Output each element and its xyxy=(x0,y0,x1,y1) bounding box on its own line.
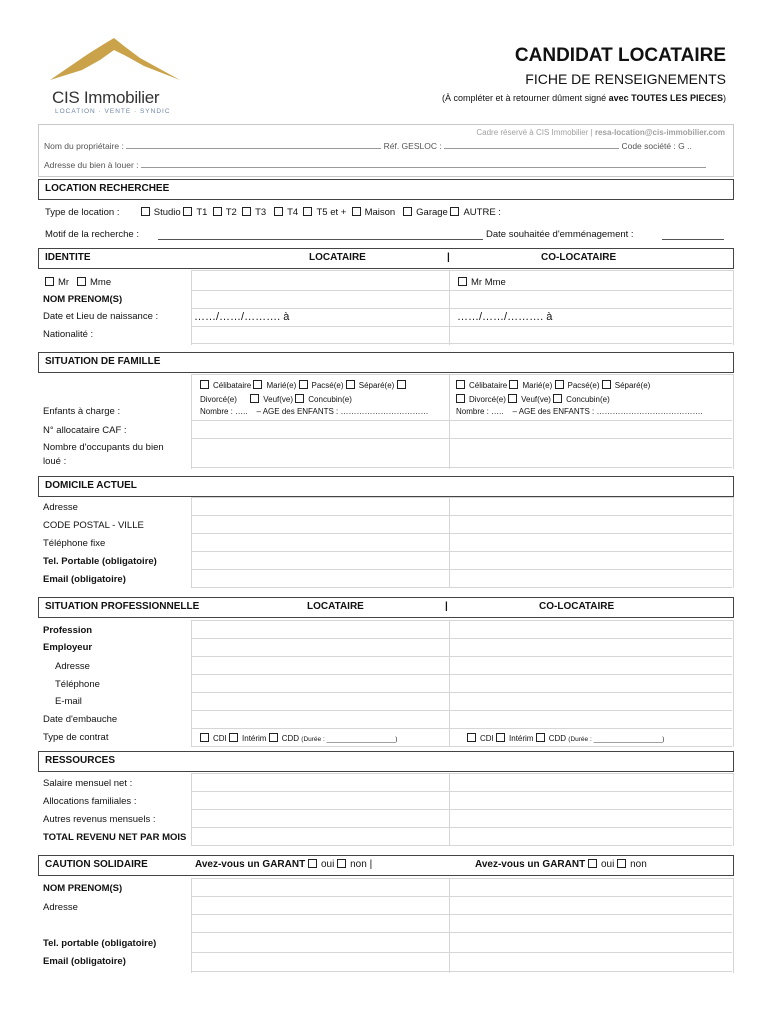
motif-field[interactable] xyxy=(158,229,483,240)
reserved-address-line: Adresse du bien à louer : xyxy=(44,159,706,170)
col-separator: | xyxy=(447,252,450,263)
motif-label: Motif de la recherche : xyxy=(45,229,139,240)
col-locataire: LOCATAIRE xyxy=(309,252,366,263)
divider xyxy=(191,638,732,639)
section-title: CAUTION SOLIDAIRE xyxy=(45,859,148,870)
guarantor-address-label: Adresse xyxy=(43,902,78,913)
home-cotenant-cells[interactable] xyxy=(449,497,734,588)
gesloc-field[interactable] xyxy=(444,140,619,149)
divider xyxy=(191,656,732,657)
occupants-label-2: loué : xyxy=(43,456,67,467)
divider xyxy=(191,569,732,570)
birth-label: Date et Lieu de naissance : xyxy=(43,311,159,322)
checkbox[interactable] xyxy=(274,207,283,216)
checkbox-oui[interactable] xyxy=(588,859,597,868)
guarantor-tenant-cells[interactable] xyxy=(191,878,450,973)
section-location xyxy=(38,179,734,200)
home-address-label: Adresse xyxy=(43,502,78,513)
section-guarantor xyxy=(38,855,734,876)
home-email-label: Email (obligatoire) xyxy=(43,574,126,585)
civility-tenant: Mr Mme xyxy=(45,277,111,288)
divider xyxy=(191,952,732,953)
name-label: NOM PRENOM(S) xyxy=(43,294,123,305)
guarantor-question-cotenant: Avez-vous un GARANT oui non xyxy=(475,859,647,870)
divider xyxy=(191,420,732,421)
divider xyxy=(191,515,732,516)
home-phone-label: Téléphone fixe xyxy=(43,538,106,549)
divider xyxy=(191,326,732,327)
checkbox[interactable] xyxy=(352,207,361,216)
divider xyxy=(191,809,732,810)
instruction-note: (À compléter et à retourner dûment signé avec TOUTES LES PIECES) xyxy=(442,93,726,103)
family-options-cotenant: Célibataire Marié(e) Pacsé(e) Séparé(e) Divorcé(e) Veuf(ve) Concubin(e) Nombre : ….. – AGE des ENFANTS : …………………………………. xyxy=(456,381,703,416)
divider xyxy=(191,710,732,711)
divider xyxy=(191,896,732,897)
col-separator: | xyxy=(445,601,448,612)
section-title: LOCATION RECHERCHEE xyxy=(45,183,170,194)
guarantor-cotenant-cells[interactable] xyxy=(449,878,734,973)
divider xyxy=(191,827,732,828)
type-row: Type de location : Studio T1 T2 T3 T4 T5 et + Maison Garage AUTRE : xyxy=(45,207,501,218)
type-autre[interactable]: AUTRE : xyxy=(450,207,500,218)
home-mobile-label: Tel. Portable (obligatoire) xyxy=(43,556,157,567)
checkbox-oui[interactable] xyxy=(308,859,317,868)
type-t2[interactable]: T2 xyxy=(213,207,237,218)
checkbox-mme[interactable] xyxy=(77,277,86,286)
logo-name: CIS Immobilier xyxy=(52,88,160,107)
family-tenant-cells[interactable] xyxy=(191,374,450,469)
checkbox[interactable] xyxy=(213,207,222,216)
divider xyxy=(191,692,732,693)
col-colocataire: CO-LOCATAIRE xyxy=(539,601,615,612)
salary-label: Salaire mensuel net : xyxy=(43,778,133,789)
type-t5[interactable]: T5 et + xyxy=(303,207,346,218)
checkbox[interactable] xyxy=(403,207,412,216)
divider xyxy=(191,728,732,729)
children-label: Enfants à charge : xyxy=(43,406,121,417)
page-title: CANDIDAT LOCATAIRE xyxy=(514,45,726,66)
section-title: DOMICILE ACTUEL xyxy=(45,480,137,491)
type-t3[interactable]: T3 xyxy=(242,207,266,218)
contract-options-cotenant: CDI Intérim CDD (Durée : ___________________) xyxy=(467,733,664,743)
section-family xyxy=(38,352,734,373)
guarantor-name-label: NOM PRENOM(S) xyxy=(43,883,123,894)
divider xyxy=(191,674,732,675)
nationality-label: Nationalité : xyxy=(43,329,94,340)
section-title: RESSOURCES xyxy=(45,755,116,766)
birth-field-cotenant[interactable]: ……/……/………. à xyxy=(457,311,553,323)
checkbox-non[interactable] xyxy=(617,859,626,868)
section-identity xyxy=(38,248,734,269)
owner-field[interactable] xyxy=(126,140,381,149)
civility-cotenant: Mr Mme xyxy=(458,277,506,288)
family-cotenant-cells[interactable] xyxy=(449,374,734,469)
divider xyxy=(191,932,732,933)
divider xyxy=(191,551,732,552)
employer-email-label: E-mail xyxy=(55,696,82,707)
home-tenant-cells[interactable] xyxy=(191,497,450,588)
section-resources xyxy=(38,751,734,772)
section-professional xyxy=(38,597,734,618)
contract-options-tenant: CDI Intérim CDD (Durée : ___________________) xyxy=(200,733,397,743)
divider xyxy=(191,587,732,588)
section-title: SITUATION DE FAMILLE xyxy=(45,356,161,367)
contract-type-label: Type de contrat xyxy=(43,732,109,743)
reserved-box xyxy=(38,124,734,177)
birth-field-tenant[interactable]: ……/……/………. à xyxy=(194,311,290,323)
divider xyxy=(191,467,732,468)
type-t4[interactable]: T4 xyxy=(274,207,298,218)
checkbox-mr[interactable] xyxy=(45,277,54,286)
guarantor-mobile-label: Tel. portable (obligatoire) xyxy=(43,938,157,949)
date-label: Date souhaitée d'emménagement : xyxy=(486,229,634,240)
guarantor-question-tenant: Avez-vous un GARANT oui non | xyxy=(195,859,373,870)
other-income-label: Autres revenus mensuels : xyxy=(43,814,156,825)
checkbox[interactable] xyxy=(141,207,150,216)
family-options-tenant: Célibataire Marié(e) Pacsé(e) Séparé(e) Divorcé(e) Veuf(ve) Concubin(e) Nombre : ….. – AGE des ENFANTS : …………………………… xyxy=(200,381,429,416)
checkbox-non[interactable] xyxy=(337,859,346,868)
employer-phone-label: Téléphone xyxy=(55,679,100,690)
profession-label: Profession xyxy=(43,625,93,636)
section-title: SITUATION PROFESSIONNELLE xyxy=(45,601,200,612)
occupants-label-1: Nombre d'occupants du bien xyxy=(43,442,164,453)
divider xyxy=(191,533,732,534)
total-income-label: TOTAL REVENU NET PAR MOIS xyxy=(43,832,187,843)
checkbox[interactable] xyxy=(242,207,251,216)
divider xyxy=(191,290,732,291)
col-locataire: LOCATAIRE xyxy=(307,601,364,612)
type-maison[interactable]: Maison xyxy=(352,207,396,218)
hire-date-label: Date d'embauche xyxy=(43,714,118,725)
divider xyxy=(191,791,732,792)
home-postal-label: CODE POSTAL - VILLE xyxy=(43,520,144,531)
divider xyxy=(191,343,732,344)
type-studio[interactable]: Studio xyxy=(141,207,181,218)
section-title: IDENTITE xyxy=(45,252,91,263)
reserved-owner-line: Nom du propriétaire : Réf. GESLOC : Code société : G .. xyxy=(44,141,692,151)
allowances-label: Allocations familiales : xyxy=(43,796,137,807)
divider xyxy=(191,438,732,439)
checkbox[interactable] xyxy=(183,207,192,216)
divider xyxy=(191,971,732,972)
col-colocataire: CO-LOCATAIRE xyxy=(541,252,617,263)
employer-label: Employeur xyxy=(43,642,93,653)
guarantor-email-label: Email (obligatoire) xyxy=(43,956,126,967)
section-home xyxy=(38,476,734,497)
divider xyxy=(191,308,732,309)
divider xyxy=(191,746,732,747)
checkbox[interactable] xyxy=(303,207,312,216)
reserved-header: Cadre réservé à CIS Immobilier | resa-location@cis-immobilier.com xyxy=(476,128,725,137)
divider xyxy=(191,845,732,846)
property-address-field[interactable] xyxy=(141,159,706,168)
logo-tagline: LOCATION · VENTE · SYNDIC xyxy=(55,108,171,115)
caf-label: N° allocataire CAF : xyxy=(43,425,127,436)
checkbox[interactable] xyxy=(450,207,459,216)
divider xyxy=(191,914,732,915)
employer-address-label: Adresse xyxy=(55,661,90,672)
type-garage[interactable]: Garage xyxy=(403,207,448,218)
page-subtitle: FICHE DE RENSEIGNEMENTS xyxy=(525,71,726,87)
date-field[interactable] xyxy=(662,229,724,240)
type-t1[interactable]: T1 xyxy=(183,207,207,218)
